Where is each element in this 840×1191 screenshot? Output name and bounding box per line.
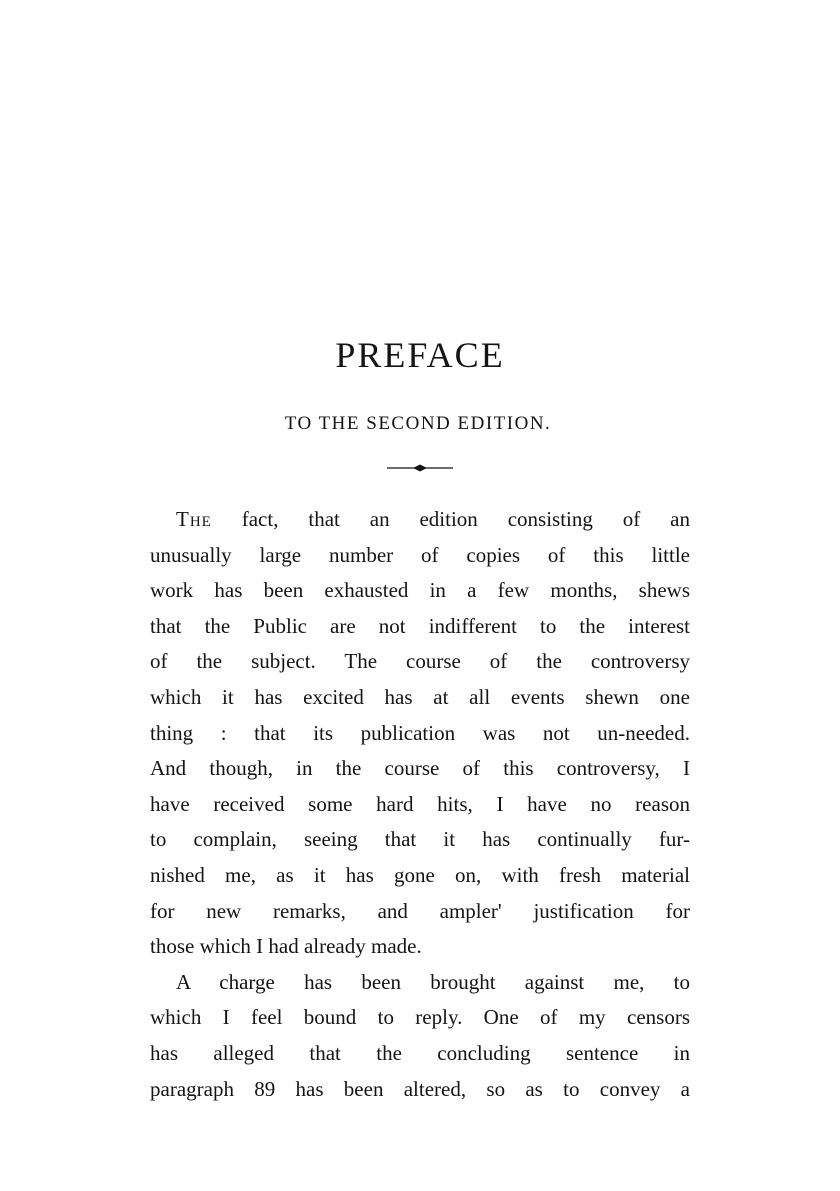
text-line: has alleged that the concluding sentence in [150,1040,690,1065]
paragraph-2 [150,965,690,1107]
text-line: which I feel bound to reply. One of my censors [150,1005,690,1030]
text-line: for new remarks, and ampler' justification for [150,898,690,923]
page-title: PREFACE [335,335,505,375]
text-line: to complain, seeing that it has continually fur- [150,827,690,852]
page-subtitle: TO THE SECOND EDITION. [284,413,552,434]
text-line: work has been exhausted in a few months, shews [150,578,690,603]
text-line: which it has excited has at all events shewn one [150,684,690,709]
text-line: A charge has been brought against me, to [176,969,690,994]
text-line: And though, in the course of this controversy, I [150,756,690,781]
text-line: The fact, that an edition consisting of an [176,507,690,531]
text-line: that the Public are not indifferent to the interest [150,613,690,638]
text-line: paragraph 89 has been altered, so as to convey a [150,1076,690,1101]
paragraph-lead-word: The [176,507,212,531]
text-line: have received some hard hits, I have no reason [150,791,690,816]
paragraph-1 [150,502,690,965]
text-line: those which I had already made. [150,934,422,959]
ornament-divider-icon [387,461,453,475]
text-line: unusually large number of copies of this little [150,542,690,567]
text-line: thing : that its publication was not un-needed. [150,720,690,745]
body-text [150,502,690,1107]
text-line: of the subject. The course of the controversy [150,649,690,674]
text-line: nished me, as it has gone on, with fresh material [150,862,690,887]
